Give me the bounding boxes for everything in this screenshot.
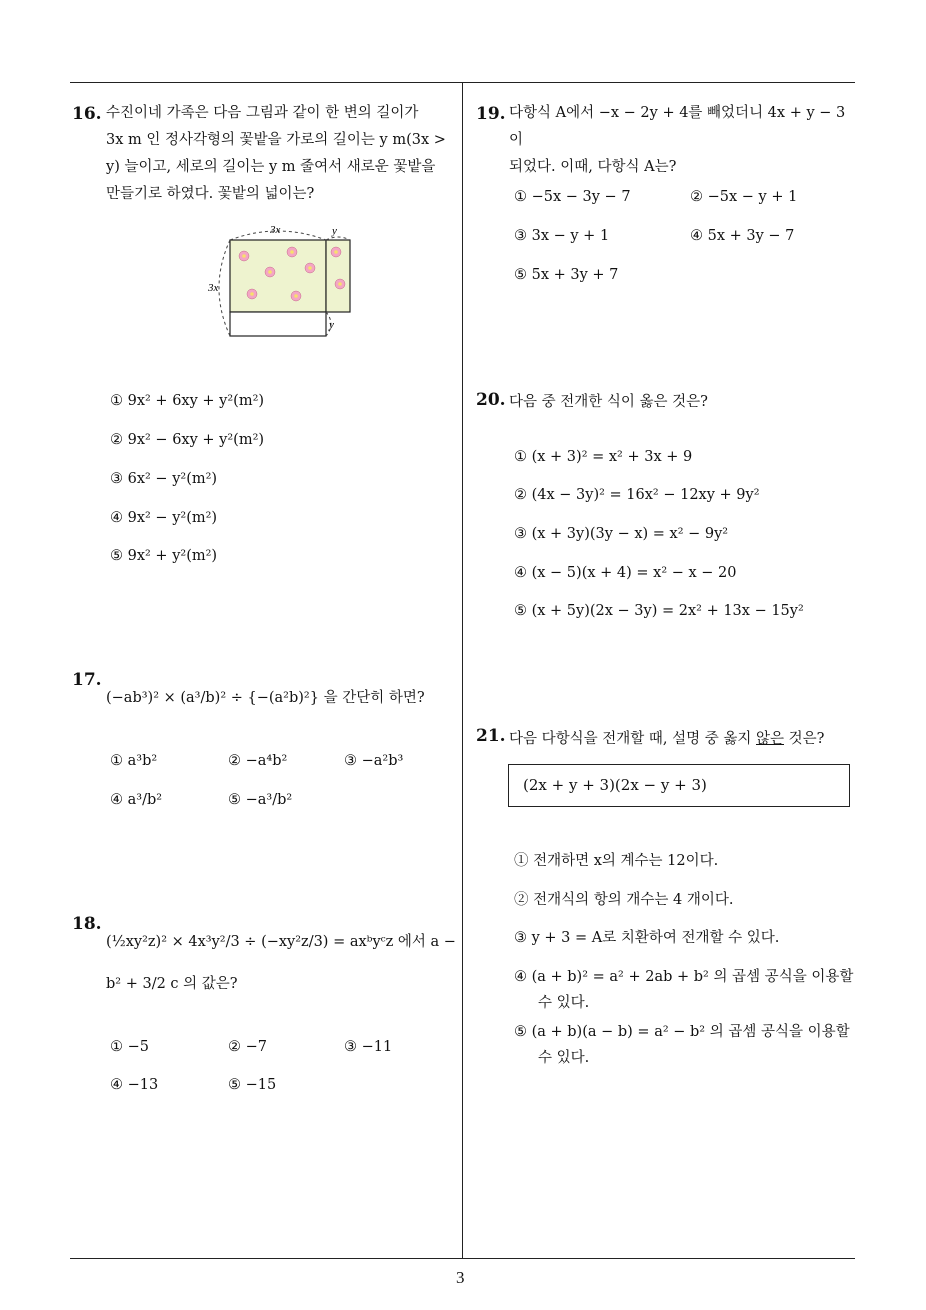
- q19-option-1[interactable]: ① −5x − 3y − 7: [514, 189, 631, 205]
- q21-stem-text: 다음 다항식을 전개할 때, 설명 중 옳지: [509, 731, 756, 747]
- q20-option-1[interactable]: ① (x + 3)² = x² + 3x + 9: [514, 449, 693, 465]
- q19-number: 19.: [476, 104, 506, 124]
- q17-option-3[interactable]: ③ −a²b³: [344, 753, 404, 769]
- q16-option-1[interactable]: ① 9x² + 6xy + y²(m²): [110, 393, 265, 409]
- q16-line: 만들기로 하였다. 꽃밭의 넓이는?: [106, 186, 315, 202]
- q18-option-5[interactable]: ⑤ −15: [228, 1077, 277, 1093]
- q18-line-1: (½xy²z)² × 4x³y²/3 ÷ (−xy²z/3) = axᵇyᶜz 에서 a −: [106, 934, 456, 950]
- q17-number: 17.: [72, 670, 102, 690]
- q20-option-3[interactable]: ③ (x + 3y)(3y − x) = x² − 9y²: [514, 526, 729, 542]
- q21-expression-box: [508, 764, 850, 807]
- q21-option-4[interactable]: ④ (a + b)² = a² + 2ab + b² 의 곱셈 공식을 이용할: [514, 969, 854, 985]
- q16-option-2[interactable]: ② 9x² − 6xy + y²(m²): [110, 432, 265, 448]
- q19-line: 다항식 A에서 −x − 2y + 4를 빼었더니 4x + y − 3이: [509, 105, 846, 148]
- q21-option-4-cont: 수 있다.: [538, 995, 590, 1011]
- q19-option-5[interactable]: ⑤ 5x + 3y + 7: [514, 267, 619, 283]
- q16-number: 16.: [72, 104, 102, 124]
- q21-stem: [509, 727, 824, 748]
- bottom-rule: [70, 1258, 855, 1259]
- q16-garden-figure: [200, 218, 360, 343]
- q16-option-3[interactable]: ③ 6x² − y²(m²): [110, 471, 218, 487]
- page-number: 3: [456, 1268, 465, 1287]
- q18-option-4[interactable]: ④ −13: [110, 1077, 159, 1093]
- q18-option-3[interactable]: ③ −11: [344, 1039, 393, 1055]
- q16-option-4[interactable]: ④ 9x² − y²(m²): [110, 510, 218, 526]
- q19-stem: [509, 100, 859, 181]
- q16-line: 3x m 인 정사각형의 꽃밭을 가로의 길이는 y m(3x >: [106, 132, 446, 148]
- q18-option-1[interactable]: ① −5: [110, 1039, 149, 1055]
- q16-line: y) 늘이고, 세로의 길이는 y m 줄여서 새로운 꽃밭을: [106, 159, 436, 175]
- q17-option-1[interactable]: ① a³b²: [110, 753, 158, 769]
- q17-expression: (−ab³)² × (a³/b)² ÷ {−(a²b)²} 을 간단히 하면?: [106, 690, 425, 706]
- q21-option-3[interactable]: ③ y + 3 = A로 치환하여 전개할 수 있다.: [514, 930, 780, 946]
- q20-option-5[interactable]: ⑤ (x + 5y)(2x − 3y) = 2x² + 13x − 15y²: [514, 603, 804, 619]
- q20-stem: 다음 중 전개한 식이 옳은 것은?: [509, 394, 708, 410]
- q19-option-3[interactable]: ③ 3x − y + 1: [514, 228, 610, 244]
- column-divider: [462, 83, 463, 1258]
- q17-option-2[interactable]: ② −a⁴b²: [228, 753, 288, 769]
- q16-line: 수진이네 가족은 다음 그림과 같이 한 변의 길이가: [106, 105, 419, 121]
- q18-number: 18.: [72, 914, 102, 934]
- figure-label-bottom-right: y: [329, 319, 334, 331]
- figure-label-top-right: y: [332, 225, 337, 237]
- q16-option-5[interactable]: ⑤ 9x² + y²(m²): [110, 548, 218, 564]
- q18-line-2: b² + 3/2 c 의 값은?: [106, 976, 238, 992]
- q16-stem: [106, 100, 456, 208]
- figure-label-top: 3x: [270, 224, 281, 236]
- q20-number: 20.: [476, 390, 506, 410]
- q17-option-5[interactable]: ⑤ −a³/b²: [228, 792, 293, 808]
- q20-option-4[interactable]: ④ (x − 5)(x + 4) = x² − x − 20: [514, 565, 737, 581]
- q17-option-4[interactable]: ④ a³/b²: [110, 792, 163, 808]
- q21-number: 21.: [476, 726, 506, 746]
- q21-option-1[interactable]: ① 전개하면 x의 계수는 12이다.: [514, 853, 719, 869]
- q20-option-2[interactable]: ② (4x − 3y)² = 16x² − 12xy + 9y²: [514, 487, 760, 503]
- q21-option-5-cont: 수 있다.: [538, 1050, 590, 1066]
- q21-stem-text-end: 것은?: [784, 731, 825, 747]
- q21-stem-underlined: 않은: [755, 731, 784, 747]
- q21-option-5[interactable]: ⑤ (a + b)(a − b) = a² − b² 의 곱셈 공식을 이용할: [514, 1024, 850, 1040]
- q19-option-2[interactable]: ② −5x − y + 1: [690, 189, 798, 205]
- q21-option-2[interactable]: ② 전개식의 항의 개수는 4 개이다.: [514, 892, 734, 908]
- q19-line: 되었다. 이때, 다항식 A는?: [509, 159, 677, 175]
- figure-label-left: 3x: [208, 282, 219, 294]
- q19-option-4[interactable]: ④ 5x + 3y − 7: [690, 228, 795, 244]
- q21-expression: (2x + y + 3)(2x − y + 3): [523, 776, 707, 794]
- q18-option-2[interactable]: ② −7: [228, 1039, 267, 1055]
